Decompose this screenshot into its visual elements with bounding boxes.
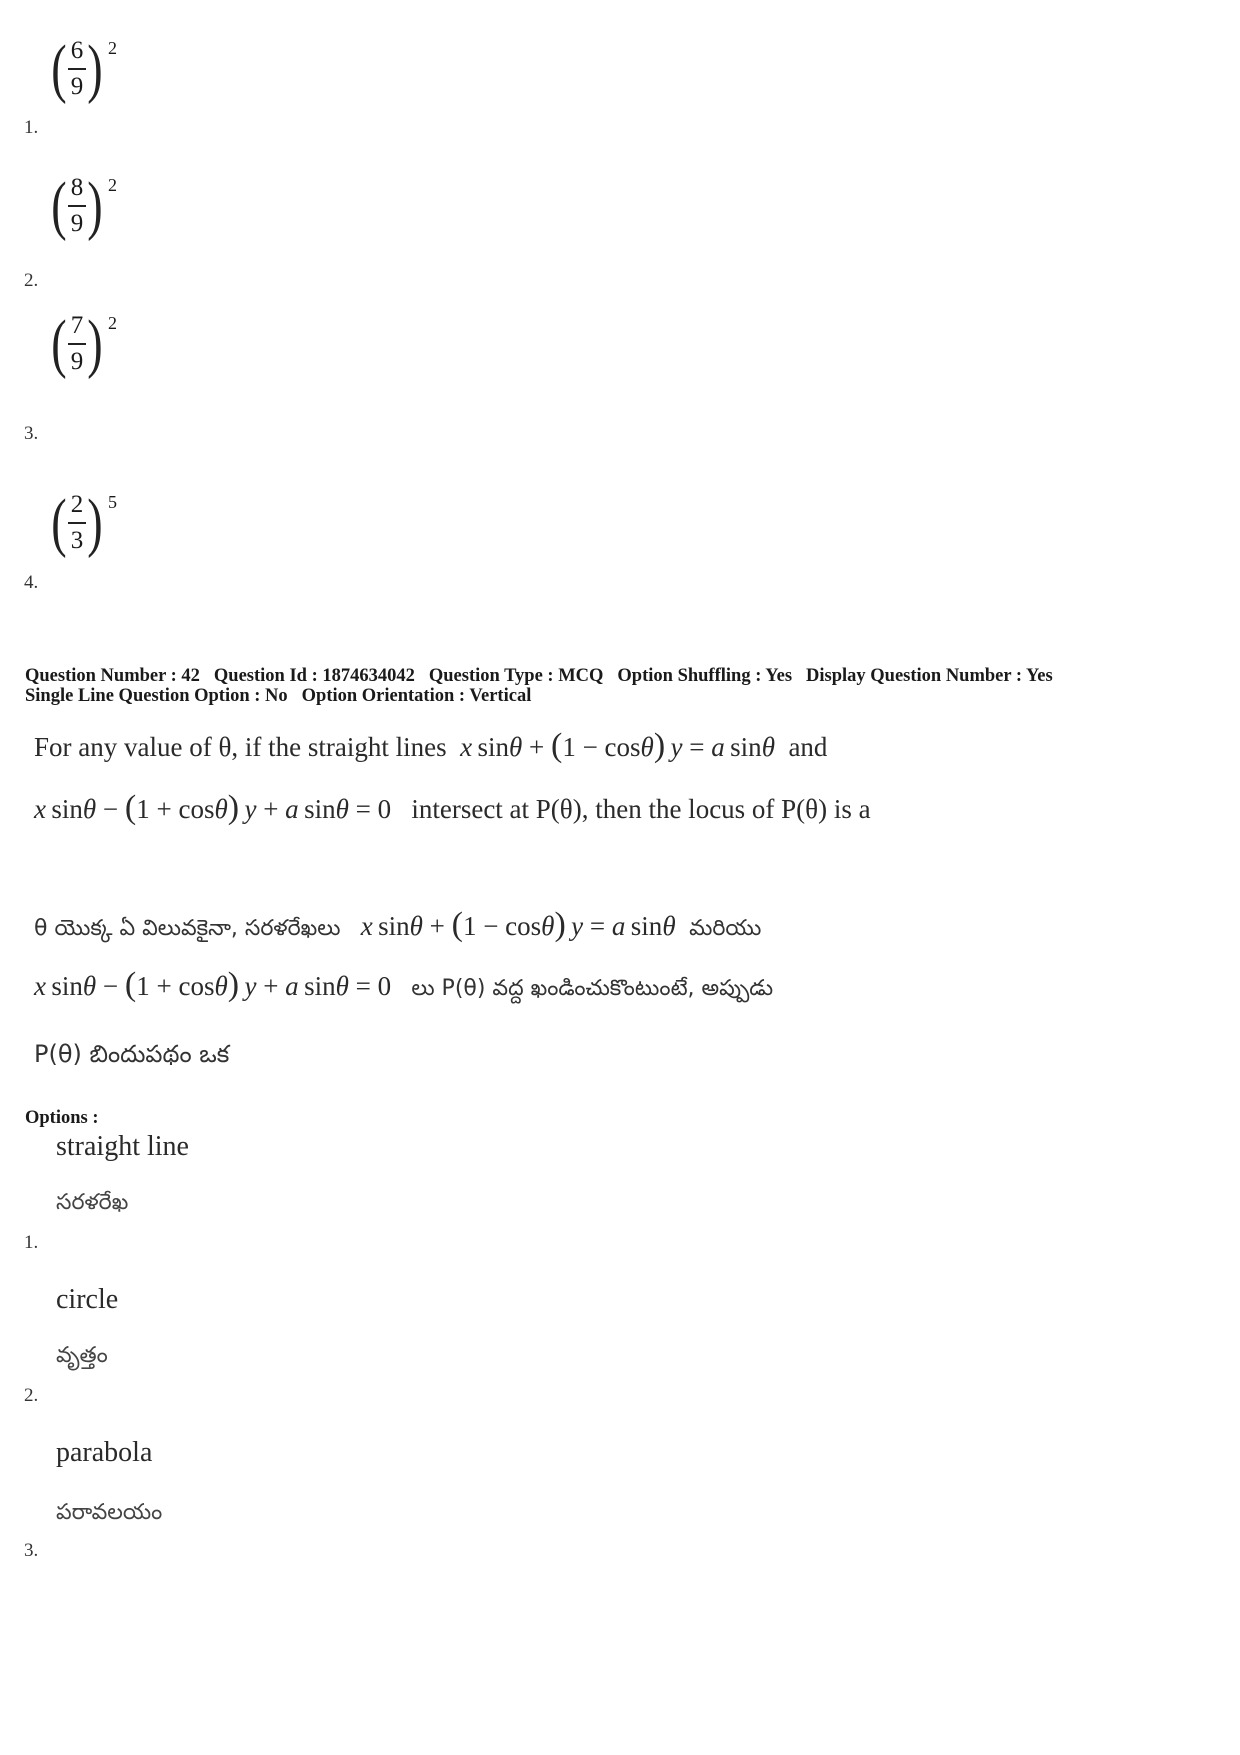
prev-option-1-number: 1. (24, 117, 39, 138)
equation-te-line-2: x sinθ − (1 + cosθ) y + a sinθ = 0 (34, 966, 405, 1003)
exponent: 2 (107, 38, 117, 58)
denominator: 9 (70, 209, 84, 237)
exponent: 5 (107, 492, 117, 512)
meta-display-question-number: Display Question Number : Yes (806, 666, 1053, 686)
option-3-number: 3. (24, 1540, 39, 1561)
denominator: 3 (70, 526, 84, 554)
prev-option-2-expression: ( $\frac{8}{9}$ ) 2 (51, 169, 117, 242)
equation-line-2: x sinθ − (1 + cosθ) y + a sinθ = 0 (34, 789, 405, 826)
numerator: 6 (70, 36, 84, 64)
exponent: 2 (107, 313, 117, 333)
option-1-te: సరళరేఖ (56, 1190, 129, 1215)
meta-question-type: Question Type : MCQ (428, 666, 604, 686)
denominator: 9 (70, 347, 84, 375)
question-te-line-1 (34, 906, 761, 946)
prev-option-4-number: 4. (24, 572, 39, 593)
denominator: 9 (70, 72, 84, 100)
prev-option-2-number: 2. (24, 270, 39, 291)
options-label: Options : (25, 1108, 99, 1128)
question-en-line-1 (34, 727, 827, 765)
meta-single-line-option: Single Line Question Option : No (25, 686, 288, 706)
equation-line-1: x sinθ + (1 − cosθ) y = a sinθ (460, 727, 775, 764)
prev-option-4-expression: ( $\frac{2}{3}$ ) 5 (51, 486, 117, 559)
option-3-te: పరావలయం (56, 1500, 163, 1525)
prev-option-1-expression: ( $\frac{6}{9}$ ) 2 (51, 32, 117, 105)
meta-option-shuffling: Option Shuffling : Yes (617, 666, 793, 686)
prev-option-3-number: 3. (24, 423, 39, 444)
question-te-line-2 (34, 966, 773, 1006)
question-te-line-3: P(θ) బిందుపథం ఒక (34, 1040, 230, 1068)
option-3-en: parabola (56, 1437, 153, 1468)
question-en-and: and (788, 732, 828, 762)
option-1-en: straight line (56, 1131, 189, 1162)
question-te-text: లు P(θ) వద్ద ఖండించుకొంటుంటే, అప్పుడు (411, 976, 774, 1001)
numerator: 2 (70, 490, 84, 518)
meta-question-number: Question Number : 42 (25, 666, 200, 686)
numerator: 7 (70, 311, 84, 339)
option-2-en: circle (56, 1284, 119, 1315)
meta-question-id: Question Id : 1874634042 (213, 666, 415, 686)
numerator: 8 (70, 173, 84, 201)
option-2-te: వృత్తం (56, 1343, 108, 1368)
equation-te-line-1: x sinθ + (1 − cosθ) y = a sinθ (360, 906, 676, 943)
option-1-number: 1. (24, 1232, 39, 1253)
question-en-text: For any value of θ, if the straight lines (34, 732, 447, 762)
meta-option-orientation: Option Orientation : Vertical (301, 686, 532, 706)
question-te-text: θ యొక్క ఏ విలువకైనా, సరళరేఖలు (34, 916, 341, 941)
question-meta (25, 666, 1067, 706)
question-en-text: intersect at P(θ), then the locus of P(θ) is a (411, 794, 871, 824)
question-te-and: మరియు (689, 916, 762, 941)
meta-line-2 (25, 686, 1067, 706)
prev-option-3-expression: ( $\frac{7}{9}$ ) 2 (51, 307, 117, 380)
meta-line-1 (25, 666, 1067, 686)
question-en-line-2 (34, 789, 871, 827)
exponent: 2 (107, 175, 117, 195)
option-2-number: 2. (24, 1385, 39, 1406)
